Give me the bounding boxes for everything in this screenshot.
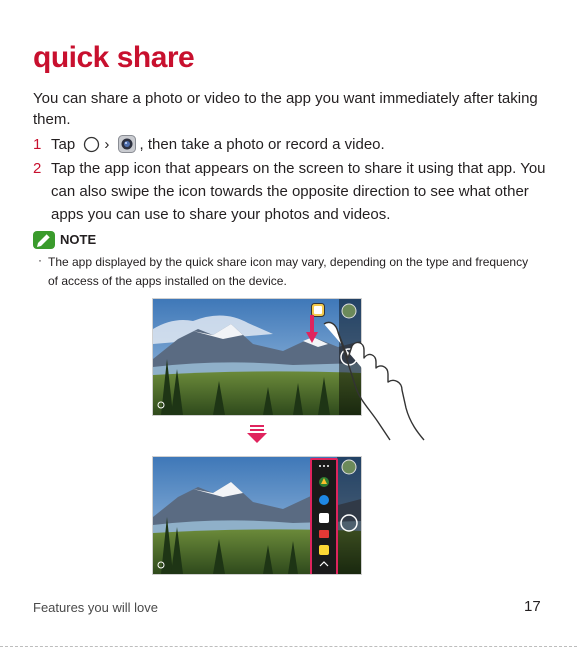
swipe-hand-icon [318, 318, 428, 443]
down-arrow-icon [305, 315, 319, 345]
share-app-list[interactable] [310, 458, 338, 575]
step-number: 2 [33, 160, 42, 177]
step-2 [33, 157, 546, 227]
note-bullet: · [38, 253, 42, 267]
step-text: Tap the app icon that appears on the screen to share it using that app. You can also swipe the icon towards the opposite direction to see what other apps you can use to share your photos and videos. [51, 160, 546, 223]
footer-section-name: Features you will love [33, 600, 158, 615]
note-text: The app displayed by the quick share icon may vary, depending on the type and frequency of access of the apps installed on the device. [48, 255, 529, 288]
page-number: 17 [524, 598, 541, 615]
camera-preview-image-2 [152, 456, 362, 575]
note-label: NOTE [60, 232, 97, 247]
step-text: Tap [51, 136, 76, 153]
step-number: 1 [33, 136, 42, 153]
note-icon [33, 231, 55, 249]
chevron-right-icon: › [104, 136, 110, 153]
bottom-divider [0, 646, 577, 647]
step-text-tail: , then take a photo or record a video. [139, 136, 385, 153]
down-arrow-icon [247, 425, 267, 443]
section-title: quick share [33, 41, 195, 74]
intro-paragraph: You can share a photo or video to the app you want immediately after taking them. [33, 90, 538, 128]
